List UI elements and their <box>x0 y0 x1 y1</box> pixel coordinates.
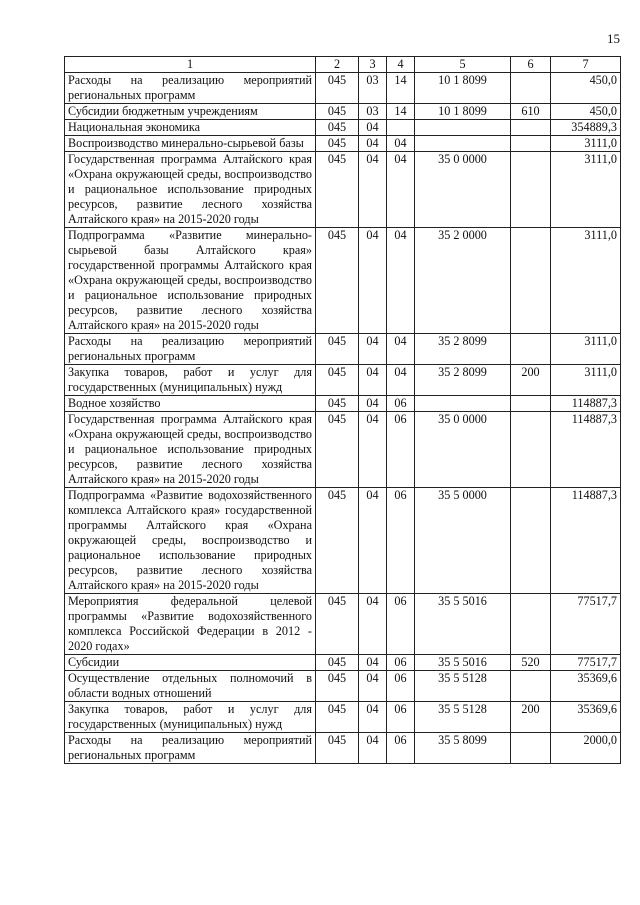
target-article-cell: 35 0 0000 <box>415 152 511 228</box>
amount-cell: 3111,0 <box>551 136 621 152</box>
expense-type-cell <box>511 136 551 152</box>
expense-type-cell <box>511 733 551 764</box>
expense-type-cell <box>511 594 551 655</box>
admin-code-cell: 045 <box>316 594 359 655</box>
table-row <box>65 396 621 412</box>
header-cell: 1 <box>65 57 316 73</box>
target-article-cell: 35 5 0000 <box>415 488 511 594</box>
table-row <box>65 733 621 764</box>
subsection-cell: 06 <box>387 671 415 702</box>
admin-code-cell: 045 <box>316 671 359 702</box>
subsection-cell: 04 <box>387 228 415 334</box>
target-article-cell: 35 0 0000 <box>415 412 511 488</box>
admin-code-cell: 045 <box>316 655 359 671</box>
expense-type-cell <box>511 228 551 334</box>
amount-cell: 3111,0 <box>551 152 621 228</box>
table-row <box>65 152 621 228</box>
target-article-cell <box>415 120 511 136</box>
section-cell: 04 <box>359 594 387 655</box>
expense-type-cell: 520 <box>511 655 551 671</box>
admin-code-cell: 045 <box>316 334 359 365</box>
admin-code-cell: 045 <box>316 488 359 594</box>
amount-cell: 3111,0 <box>551 365 621 396</box>
section-cell: 04 <box>359 412 387 488</box>
subsection-cell: 06 <box>387 594 415 655</box>
target-article-cell: 35 5 5128 <box>415 671 511 702</box>
section-cell: 04 <box>359 733 387 764</box>
admin-code-cell: 045 <box>316 152 359 228</box>
admin-code-cell: 045 <box>316 365 359 396</box>
expense-type-cell <box>511 152 551 228</box>
row-name-cell: Осуществление отдельных полномочий в области водных отношений <box>65 671 316 702</box>
table-row <box>65 136 621 152</box>
admin-code-cell: 045 <box>316 136 359 152</box>
table-row <box>65 671 621 702</box>
table-row <box>65 488 621 594</box>
subsection-cell: 04 <box>387 136 415 152</box>
budget-table <box>64 56 621 764</box>
table-row <box>65 73 621 104</box>
row-name-cell: Воспроизводство минерально-сырьевой базы <box>65 136 316 152</box>
row-name-cell: Мероприятия федеральной целевой программы «Развитие водохозяйственного комплекса Российской Федерации в 2012 - 2020 годах» <box>65 594 316 655</box>
expense-type-cell <box>511 488 551 594</box>
table-row <box>65 228 621 334</box>
section-cell: 04 <box>359 120 387 136</box>
amount-cell: 354889,3 <box>551 120 621 136</box>
header-cell: 6 <box>511 57 551 73</box>
table-row <box>65 412 621 488</box>
admin-code-cell: 045 <box>316 396 359 412</box>
subsection-cell: 06 <box>387 702 415 733</box>
expense-type-cell <box>511 334 551 365</box>
subsection-cell: 06 <box>387 733 415 764</box>
section-cell: 04 <box>359 365 387 396</box>
row-name-cell: Закупка товаров, работ и услуг для государственных (муниципальных) нужд <box>65 702 316 733</box>
table-row <box>65 365 621 396</box>
row-name-cell: Национальная экономика <box>65 120 316 136</box>
row-name-cell: Расходы на реализацию мероприятий региональных программ <box>65 733 316 764</box>
amount-cell: 77517,7 <box>551 594 621 655</box>
amount-cell: 114887,3 <box>551 396 621 412</box>
section-cell: 04 <box>359 396 387 412</box>
amount-cell: 114887,3 <box>551 412 621 488</box>
expense-type-cell <box>511 671 551 702</box>
section-cell: 04 <box>359 671 387 702</box>
table-row <box>65 104 621 120</box>
expense-type-cell <box>511 73 551 104</box>
expense-type-cell: 200 <box>511 702 551 733</box>
section-cell: 04 <box>359 655 387 671</box>
header-row <box>65 57 621 73</box>
header-cell: 4 <box>387 57 415 73</box>
section-cell: 04 <box>359 152 387 228</box>
row-name-cell: Субсидии <box>65 655 316 671</box>
row-name-cell: Государственная программа Алтайского края «Охрана окружающей среды, воспроизводство и рациональное использование природных ресурсов, развитие лесного хозяйства Алтайского края» на 2015-2020 годы <box>65 152 316 228</box>
amount-cell: 3111,0 <box>551 228 621 334</box>
row-name-cell: Субсидии бюджетным учреждениям <box>65 104 316 120</box>
row-name-cell: Подпрограмма «Развитие водохозяйственного комплекса Алтайского края» государственной программы Алтайского края «Охрана окружающей среды, воспроизводство и рациональное использование природных ресурсов, развитие лесного хозяйства Алтайского края» на 2015-2020 годы <box>65 488 316 594</box>
subsection-cell <box>387 120 415 136</box>
admin-code-cell: 045 <box>316 104 359 120</box>
table-row <box>65 120 621 136</box>
expense-type-cell <box>511 120 551 136</box>
subsection-cell: 06 <box>387 655 415 671</box>
section-cell: 04 <box>359 334 387 365</box>
row-name-cell: Закупка товаров, работ и услуг для государственных (муниципальных) нужд <box>65 365 316 396</box>
expense-type-cell <box>511 412 551 488</box>
subsection-cell: 06 <box>387 412 415 488</box>
target-article-cell: 10 1 8099 <box>415 73 511 104</box>
subsection-cell: 04 <box>387 334 415 365</box>
target-article-cell: 35 5 5016 <box>415 594 511 655</box>
amount-cell: 114887,3 <box>551 488 621 594</box>
amount-cell: 3111,0 <box>551 334 621 365</box>
target-article-cell: 10 1 8099 <box>415 104 511 120</box>
table-row <box>65 334 621 365</box>
table-row <box>65 702 621 733</box>
target-article-cell: 35 2 8099 <box>415 365 511 396</box>
subsection-cell: 06 <box>387 396 415 412</box>
admin-code-cell: 045 <box>316 412 359 488</box>
table-row <box>65 655 621 671</box>
target-article-cell: 35 5 5016 <box>415 655 511 671</box>
amount-cell: 2000,0 <box>551 733 621 764</box>
table-row <box>65 594 621 655</box>
admin-code-cell: 045 <box>316 228 359 334</box>
target-article-cell <box>415 136 511 152</box>
row-name-cell: Расходы на реализацию мероприятий региональных программ <box>65 334 316 365</box>
section-cell: 04 <box>359 488 387 594</box>
amount-cell: 450,0 <box>551 73 621 104</box>
target-article-cell: 35 2 8099 <box>415 334 511 365</box>
subsection-cell: 14 <box>387 73 415 104</box>
header-cell: 5 <box>415 57 511 73</box>
header-cell: 7 <box>551 57 621 73</box>
section-cell: 03 <box>359 73 387 104</box>
target-article-cell: 35 2 0000 <box>415 228 511 334</box>
target-article-cell: 35 5 5128 <box>415 702 511 733</box>
target-article-cell <box>415 396 511 412</box>
expense-type-cell <box>511 396 551 412</box>
subsection-cell: 06 <box>387 488 415 594</box>
target-article-cell: 35 5 8099 <box>415 733 511 764</box>
page-number: 15 <box>607 31 620 46</box>
admin-code-cell: 045 <box>316 702 359 733</box>
amount-cell: 450,0 <box>551 104 621 120</box>
header-cell: 2 <box>316 57 359 73</box>
admin-code-cell: 045 <box>316 73 359 104</box>
row-name-cell: Водное хозяйство <box>65 396 316 412</box>
amount-cell: 35369,6 <box>551 702 621 733</box>
section-cell: 04 <box>359 702 387 733</box>
header-cell: 3 <box>359 57 387 73</box>
row-name-cell: Подпрограмма «Развитие минерально-сырьевой базы Алтайского края» государственной программы Алтайского края «Охрана окружающей среды, воспроизводство и рациональное использование природных ресурсов, развитие лесного хозяйства Алтайского края» на 2015-2020 годы <box>65 228 316 334</box>
row-name-cell: Расходы на реализацию мероприятий региональных программ <box>65 73 316 104</box>
subsection-cell: 04 <box>387 152 415 228</box>
row-name-cell: Государственная программа Алтайского края «Охрана окружающей среды, воспроизводство и рациональное использование природных ресурсов, развитие лесного хозяйства Алтайского края» на 2015-2020 годы <box>65 412 316 488</box>
expense-type-cell: 610 <box>511 104 551 120</box>
section-cell: 04 <box>359 228 387 334</box>
amount-cell: 35369,6 <box>551 671 621 702</box>
admin-code-cell: 045 <box>316 120 359 136</box>
expense-type-cell: 200 <box>511 365 551 396</box>
subsection-cell: 04 <box>387 365 415 396</box>
section-cell: 04 <box>359 136 387 152</box>
section-cell: 03 <box>359 104 387 120</box>
amount-cell: 77517,7 <box>551 655 621 671</box>
admin-code-cell: 045 <box>316 733 359 764</box>
subsection-cell: 14 <box>387 104 415 120</box>
